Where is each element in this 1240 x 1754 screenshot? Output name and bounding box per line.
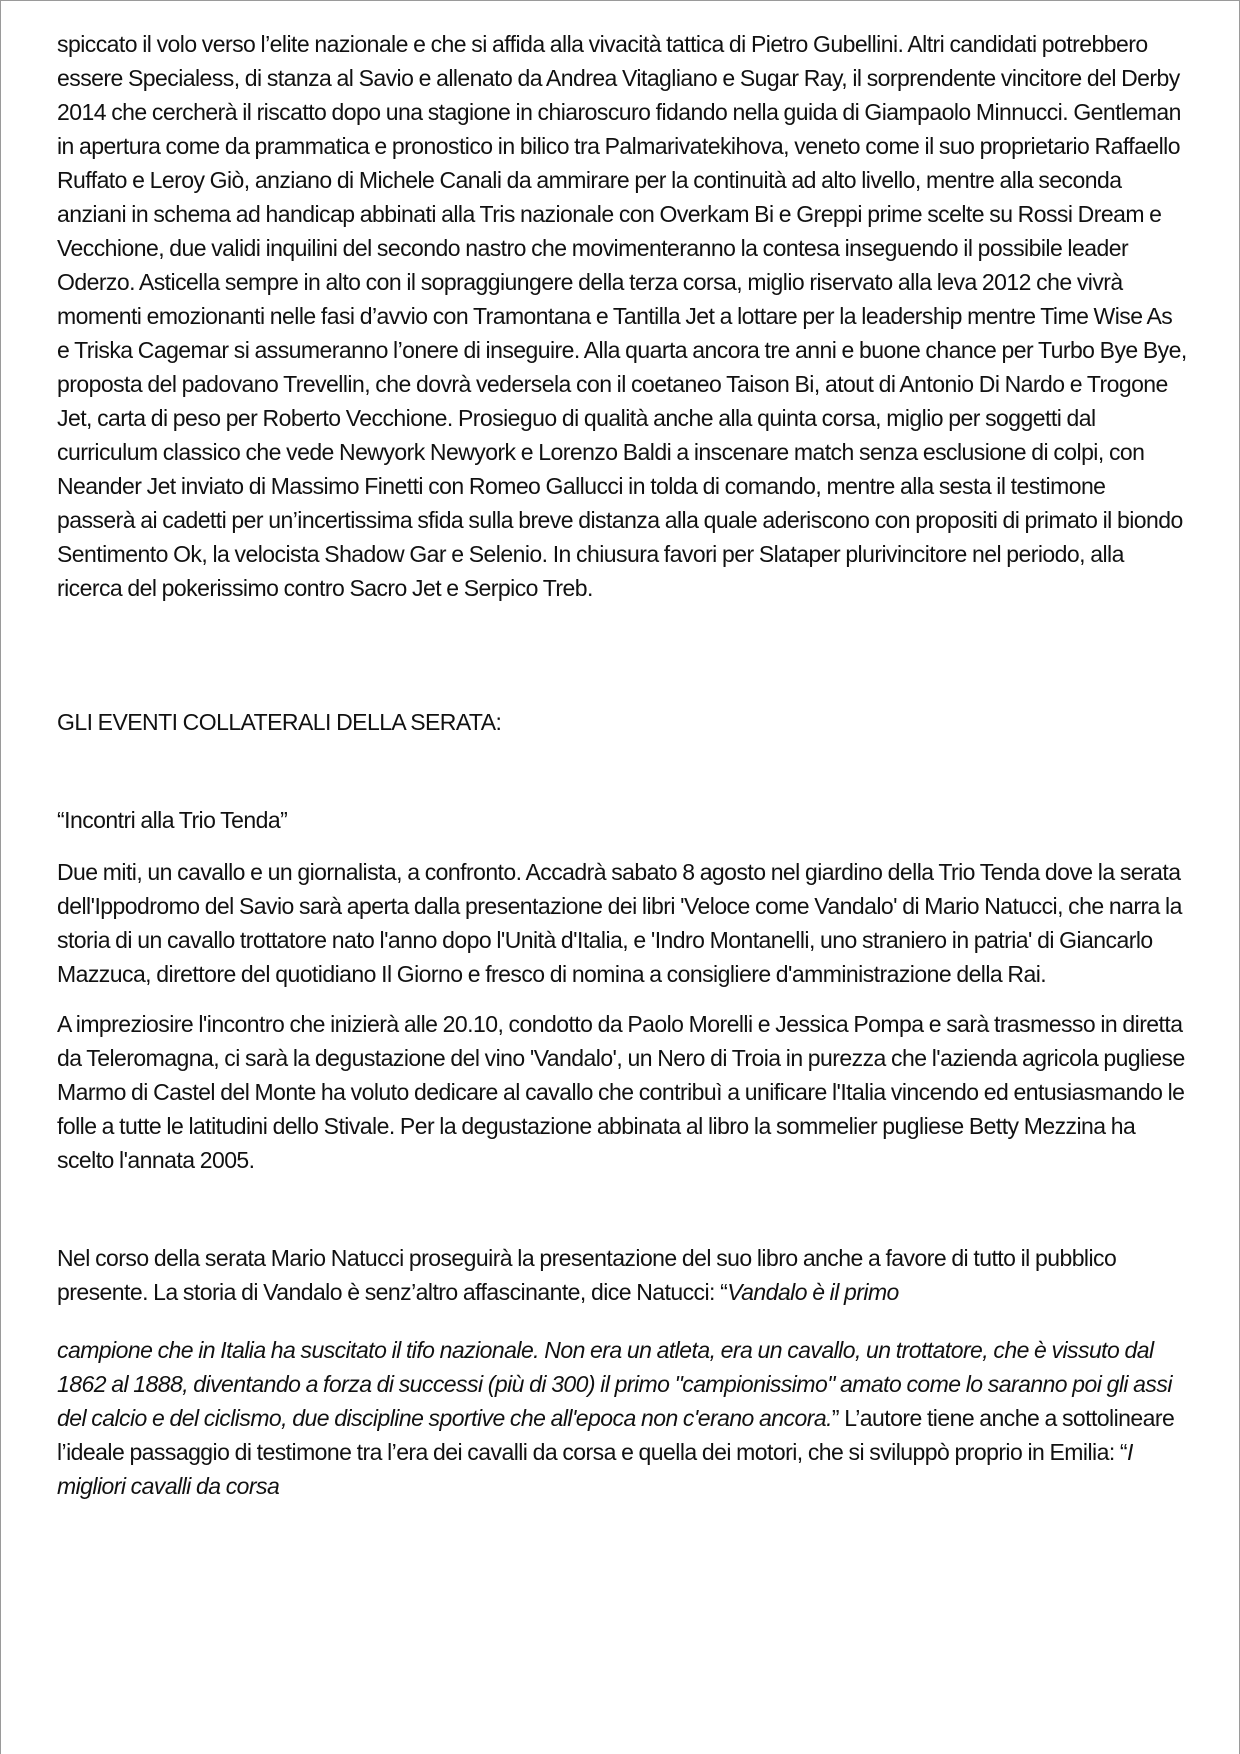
paragraph-3-quote: Vandalo è il primo [727, 1279, 899, 1305]
paragraph-3-text: Nel corso della serata Mario Natucci proseguirà la presentazione del suo libro anche a favore di tutto il pubblico presente. La storia di Vandalo è senz’altro affascinante, dice Natucci: “ [57, 1245, 1117, 1305]
intro-paragraph: spiccato il volo verso l’elite nazionale e che si affida alla vivacità tattica di Pietro Gubellini. Altri candidati potrebbero essere Specialess, di stanza al Savio e allenato da Andrea Vitagliano e Sugar Ray, il sorprendente vincitore del Derby 2014 che cercherà il riscatto dopo una stagione in chiaroscuro fidando nella guida di Giampaolo Minnucci. Gentleman in apertura come da prammatica e pronostico in bilico tra Palmarivatekihova, veneto come il suo proprietario Raffaello Ruffato e Leroy Giò, anziano di Michele Canali da ammirare per la continuità ad alto livello, mentre alla seconda anziani in schema ad handicap abbinati alla Tris nazionale con Overkam Bi e Greppi prime scelte su Rossi Dream e Vecchione, due validi inquilini del secondo nastro che movimenteranno la contesa inseguendo il possibile leader Oderzo. Asticella sempre in alto con il sopraggiungere della terza corsa, miglio riservato alla leva 2012 che vivrà momenti emozionanti nelle fasi d’avvio con Tramontana e Tantilla Jet a lottare per la leadership mentre Time Wise As e Triska Cagemar si assumeranno l’onere di inseguire. Alla quarta ancora tre anni e buone chance per Turbo Bye Bye, proposta del padovano Trevellin, che dovrà vedersela con il coetaneo Taison Bi, atout di Antonio Di Nardo e Trogone Jet, carta di peso per Roberto Vecchione. Prosieguo di qualità anche alla quinta corsa, miglio per soggetti dal curriculum classico che vede Newyork Newyork e Lorenzo Baldi a inscenare match senza esclusione di colpi, con Neander Jet inviato di Massimo Finetti con Romeo Gallucci in tolda di comando, mentre alla sesta il testimone passerà ai cadetti per un’incertissima sfida sulla breve distanza alla quale aderiscono con propositi di primato il biondo Sentimento Ok, la velocista Shadow Gar e Selenio. In chiusura favori per Slataper plurivincitore nel periodo, alla ricerca del pokerissimo contro Sacro Jet e Serpico Treb. [57, 31, 1187, 601]
paragraph-4-quote: campione che in Italia ha suscitato il tifo nazionale. Non era un atleta, era un cavallo, un trottatore, che è vissuto dal 1862 al 1888, diventando a forza di successi (più di 300) il primo "campionissimo" amato come lo saranno poi gli assi del calcio e del ciclismo, due discipline sportive che all'epoca non c'erano ancora. [57, 1337, 1172, 1431]
paragraph-4-quote-2: I migliori cavalli da corsa [57, 1439, 1133, 1499]
article-body [57, 27, 1187, 1503]
event-title: “Incontri alla Trio Tenda” [57, 807, 288, 833]
event-paragraph-1: Due miti, un cavallo e un giornalista, a confronto. Accadrà sabato 8 agosto nel giardino della Trio Tenda dove la serata dell'Ippodromo del Savio sarà aperta dalla presentazione dei libri 'Veloce come Vandalo' di Mario Natucci, che narra la storia di un cavallo trottatore nato l'anno dopo l'Unità d'Italia, e 'Indro Montanelli, uno straniero in patria' di Giancarlo Mazzuca, direttore del quotidiano Il Giorno e fresco di nomina a consigliere d'amministrazione della Rai. [57, 859, 1182, 987]
section-heading: GLI EVENTI COLLATERALI DELLA SERATA: [57, 709, 502, 735]
event-paragraph-4 [57, 1333, 1187, 1503]
event-paragraph-2: A impreziosire l'incontro che inizierà alle 20.10, condotto da Paolo Morelli e Jessica Pompa e sarà trasmesso in diretta da Teleromagna, ci sarà la degustazione del vino 'Vandalo', un Nero di Troia in purezza che l'azienda agricola pugliese Marmo di Castel del Monte ha voluto dedicare al cavallo che contribuì a unificare l'Italia vincendo ed entusiasmando le folle a tutte le latitudini dello Stivale. Per la degustazione abbinata al libro la sommelier pugliese Betty Mezzina ha scelto l'annata 2005. [57, 1011, 1185, 1173]
paragraph-4-text: ” L’autore tiene anche a sottolineare l’ideale passaggio di testimone tra l’era dei cavalli da corsa e quella dei motori, che si sviluppò proprio in Emilia: “ [57, 1405, 1175, 1465]
event-paragraph-3 [57, 1241, 1187, 1309]
